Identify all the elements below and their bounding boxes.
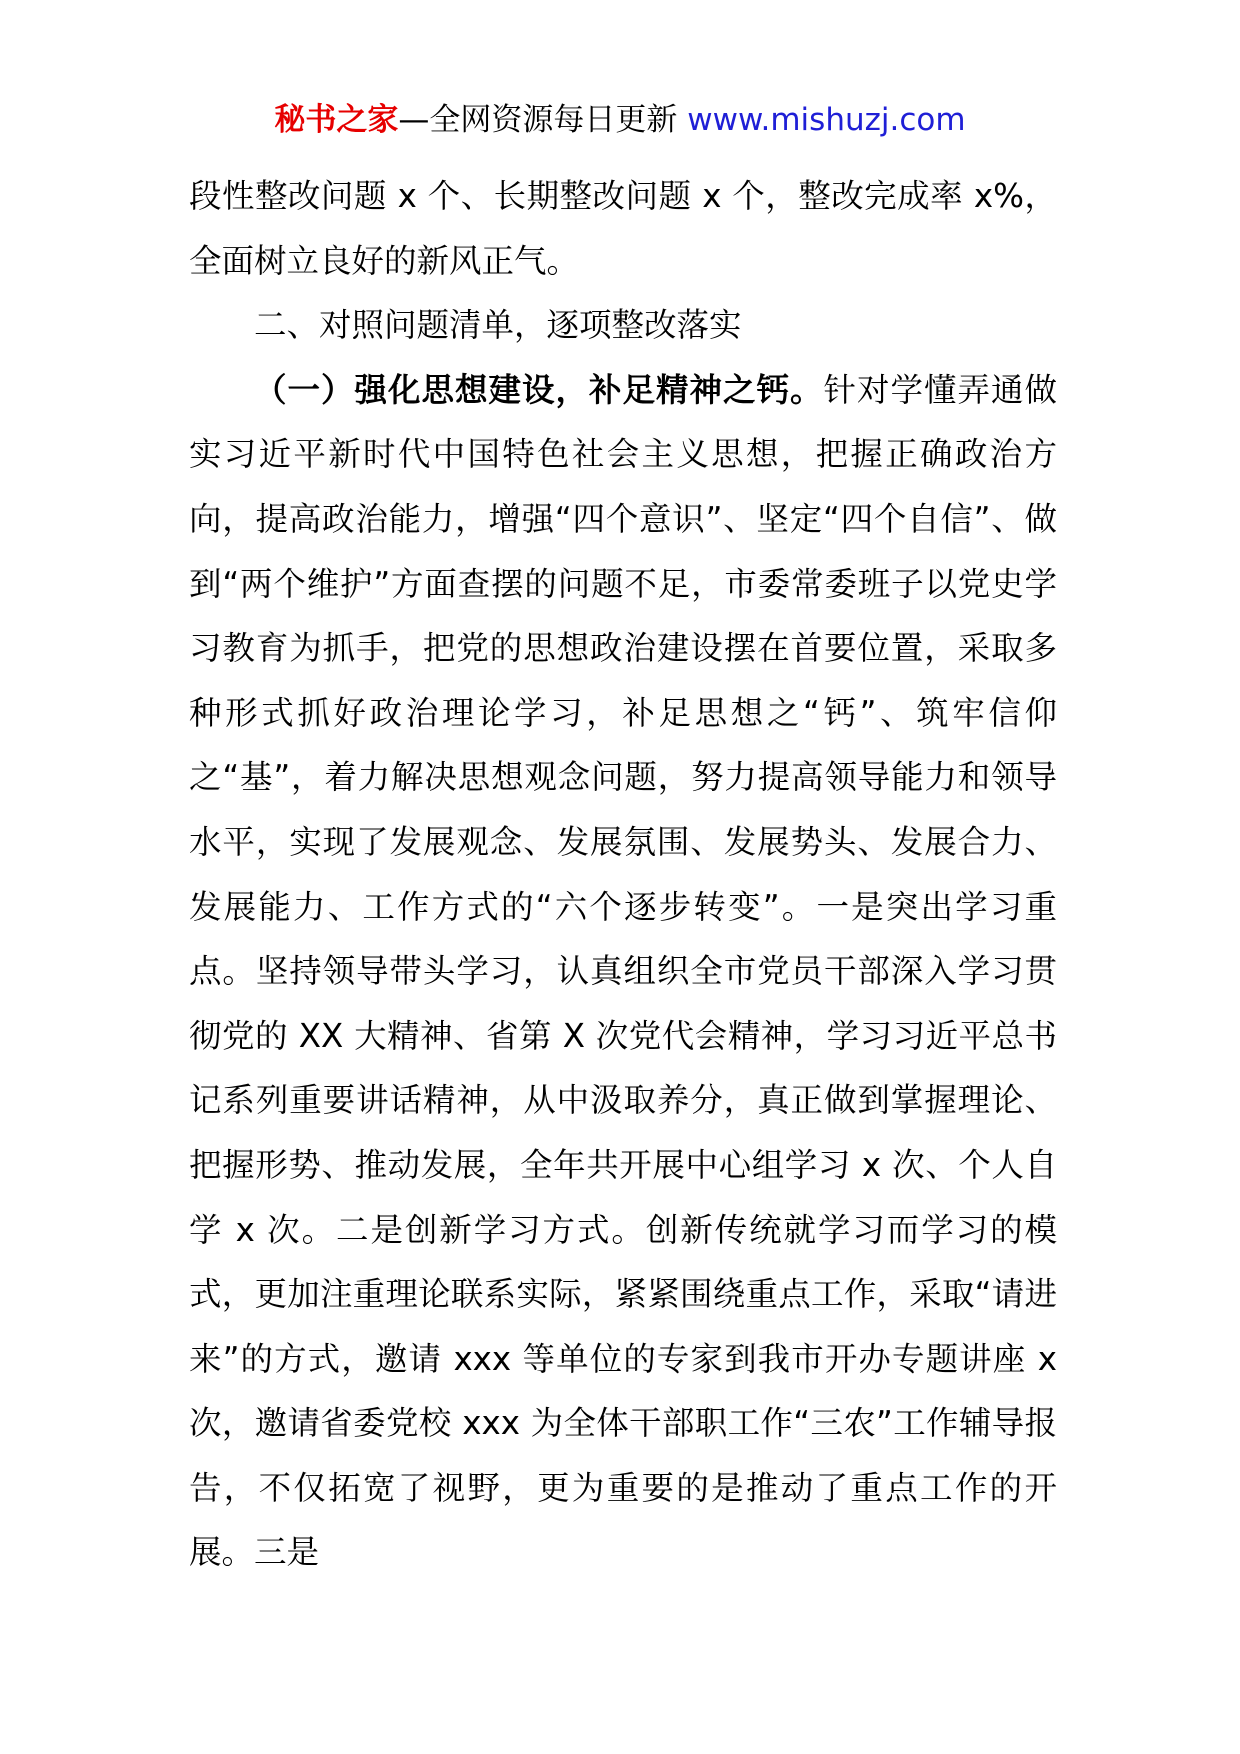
paragraph-continuation: 段性整改问题 x 个、长期整改问题 x 个，整改完成率 x%，全面树立良好的新风正气。 xyxy=(189,177,1057,280)
page-header xyxy=(0,100,1240,140)
subsection-heading: （一）强化思想建设，补足精神之钙。 xyxy=(254,370,824,409)
subsection-paragraph xyxy=(189,358,1057,1585)
brand-name: 秘书之家 xyxy=(274,102,399,138)
header-slogan: —全网资源每日更新 xyxy=(398,102,678,138)
document-body xyxy=(189,164,1057,1585)
site-url-link[interactable]: www.mishuzj.com xyxy=(687,102,966,138)
subsection-body: 针对学懂弄通做实习近平新时代中国特色社会主义思想，把握正确政治方向，提高政治能力，增强“四个意识”、坚定“四个自信”、做到“两个维护”方面查摆的问题不足，市委常委班子以党史学习教育为抓手，把党的思想政治建设摆在首要位置，采取多种形式抓好政治理论学习，补足思想之“钙”、筑牢信仰之“基”，着力解决思想观念问题，努力提高领导能力和领导水平，实现了发展观念、发展氛围、发展势头、发展合力、发展能力、工作方式的“六个逐步转变”。一是突出学习重点。坚持领导带头学习，认真组织全市党员干部深入学习贯彻党的 XX 大精神、省第 X 次党代会精神，学习习近平总书记系列重要讲话精神，从中汲取养分，真正做到掌握理论、把握形势、推动发展，全年共开展中心组学习 x 次、个人自学 x 次。二是创新学习方式。创新传统就学习而学习的模式，更加注重理论联系实际，紧紧围绕重点工作，采取“请进来”的方式，邀请 xxx 等单位的专家到我市开办专题讲座 x 次，邀请省委党校 xxx 为全体干部职工作“三农”工作辅导报告，不仅拓宽了视野，更为重要的是推动了重点工作的开展。三是 xyxy=(189,370,1057,1572)
section-heading: 二、对照问题清单，逐项整改落实 xyxy=(254,306,742,345)
